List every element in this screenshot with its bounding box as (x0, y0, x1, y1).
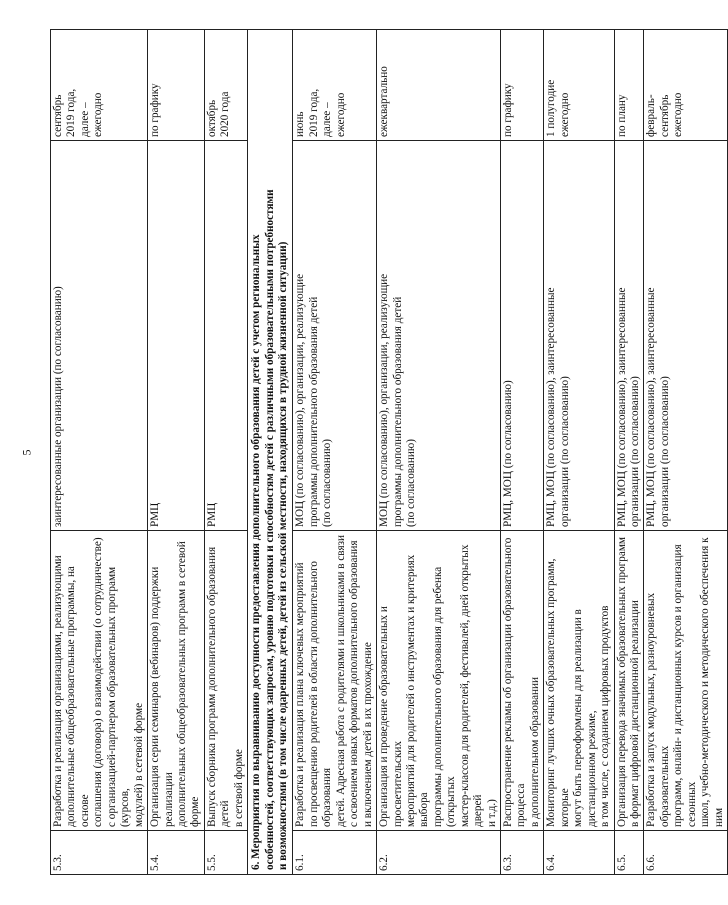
cell-line: 1 полугодие (545, 79, 558, 137)
cell-line: далее – (78, 102, 91, 137)
activity-cell (148, 531, 205, 831)
term-cell (644, 30, 728, 141)
cell-line: октябрь (205, 99, 218, 137)
cell-line: заинтересованные организации (по согласованию) (52, 286, 64, 527)
cell-line: программы дополнительного образования для ребенка (открытых (431, 566, 458, 827)
cell-line: Организация перевода значимых образовательных программ (615, 537, 628, 827)
term-cell (51, 30, 148, 141)
cell-line: сентябрь (658, 94, 671, 137)
cell-line: с освоением новых форматов дополнительного образования (348, 540, 361, 827)
executor-cell (204, 141, 247, 531)
cell-line: организации (по согласованию) (658, 376, 671, 527)
cell-line: 6. Мероприятия по выравниванию доступности предоставления дополнительного образования детей с учетом региональных (250, 234, 263, 870)
activity-cell (293, 531, 377, 831)
term-cell (614, 30, 644, 141)
cell-line: в сетевой форме (232, 749, 245, 827)
cell-line: сентябрь (52, 94, 64, 137)
term-cell (293, 30, 377, 141)
table-row (293, 30, 377, 875)
table-row (501, 30, 544, 875)
cell-line: Организация серии семинаров (вебинаров) поддержки реализации (149, 566, 175, 827)
row-number: 6.4. (544, 831, 614, 875)
cell-line: мероприятий для родителей о инструментах и критериях выбора (404, 554, 431, 827)
cell-line: 2019 года, (307, 88, 320, 137)
cell-line: в дополнительном образовании (528, 677, 541, 827)
page-number: 5 (19, 449, 34, 456)
term-cell (204, 30, 247, 141)
rotated-page (50, 30, 725, 875)
row-number: 6.1. (293, 831, 377, 875)
executor-cell (644, 141, 728, 531)
section-6-heading (248, 30, 293, 875)
cell-line: детей. Адресная работа с родителями и школьниками в связи (334, 535, 347, 827)
cell-line: ежегодно (92, 92, 105, 137)
cell-line: с организацией-партнером образовательных программ (курсов, (105, 566, 132, 827)
cell-line: МОЦ (по согласованию), организации, реализующие (294, 273, 307, 527)
cell-line: февраль- (645, 94, 658, 137)
cell-line: организации (по согласованию) (558, 376, 571, 527)
cell-line: школ, учебно-методического и методического обеспечения к ним (699, 537, 725, 827)
executor-cell (501, 141, 544, 531)
cell-line: Разработка и запуск модульных, разноуровневых образовательных (645, 592, 671, 827)
table-row (644, 30, 728, 875)
cell-line: соглашения (договора) о взаимодействии (о сотрудничестве) (92, 537, 105, 827)
cell-line: Распространение рекламы об организации образовательного процесса (502, 537, 528, 827)
table-row (51, 30, 148, 875)
executor-cell (51, 141, 148, 531)
cell-line: РМЦ, МОЦ (по согласованию), заинтересованные (615, 287, 628, 527)
cell-line: РМЦ, МОЦ (по согласованию) (502, 380, 514, 527)
cell-line: организации (по согласованию) (628, 376, 641, 527)
row-number: 6.5. (614, 831, 644, 875)
cell-line: в формат цифровой дистанционной реализации (628, 600, 641, 827)
cell-line: и т.д.) (485, 799, 498, 827)
executor-cell (377, 141, 501, 531)
cell-line: программ, онлайн- и дистанционных курсов и организация сезонных (672, 544, 698, 827)
cell-line: модулей) в сетевой форме (132, 702, 145, 827)
activity-cell (501, 531, 544, 831)
table-row (544, 30, 614, 875)
cell-line: программы дополнительного образования детей (307, 296, 320, 527)
cell-line: Разработка и реализация плана ключевых мероприятий (294, 562, 307, 827)
activities-table-body (51, 30, 728, 875)
cell-line: ежегодно (672, 92, 685, 137)
executor-cell (614, 141, 644, 531)
cell-line: РМЦ (149, 502, 162, 527)
cell-line: РМЦ, МОЦ (по согласованию), заинтересованные (645, 287, 658, 527)
activity-cell (544, 531, 614, 831)
page-content (50, 30, 725, 875)
term-cell (148, 30, 205, 141)
cell-line: по плану (615, 94, 628, 137)
cell-line: могут быть переоформлены для реализации в дистанционном режиме, (572, 609, 598, 827)
cell-line: Выпуск сборника программ дополнительного образования детей (205, 546, 232, 827)
cell-line: особенностей, соответствующих запросам, уровню подготовки и способностям детей с различными образовательными потребностями (263, 189, 276, 870)
section-heading-row (248, 30, 293, 875)
cell-line: ежегодно (334, 92, 347, 137)
executor-cell (148, 141, 205, 531)
activity-cell (51, 531, 148, 831)
cell-line: по графику (149, 83, 162, 137)
table-row (377, 30, 501, 875)
row-number: 6.2. (377, 831, 501, 875)
cell-line: МОЦ (по согласованию), организации, реализующие (378, 273, 391, 527)
cell-line: РМЦ, МОЦ (по согласованию), заинтересованные (545, 287, 558, 527)
activity-cell (614, 531, 644, 831)
table-row (204, 30, 247, 875)
cell-line: РМЦ (205, 502, 218, 527)
row-number: 5.4. (148, 831, 205, 875)
term-cell (377, 30, 501, 141)
row-number: 5.3. (51, 831, 148, 875)
cell-line: Разработка и реализация организациями, реализующими (52, 555, 64, 827)
table-row (614, 30, 644, 875)
row-number: 6.3. (501, 831, 544, 875)
cell-line: программы дополнительного образования детей (391, 296, 404, 527)
cell-line: Мониторинг лучших очных образовательных программ, которые (545, 558, 571, 827)
table-row (148, 30, 205, 875)
cell-line: 2019 года, (65, 88, 78, 137)
cell-line: (по согласованию) (404, 439, 417, 527)
activity-cell (377, 531, 501, 831)
cell-line: далее – (321, 102, 334, 137)
cell-line: июнь (294, 111, 307, 137)
cell-line: ежеквартально (378, 66, 391, 137)
executor-cell (544, 141, 614, 531)
cell-line: мастер-классов для родителей, фестивалей, дней открытых дверей (458, 544, 485, 827)
activity-cell (204, 531, 247, 831)
cell-line: (по согласованию) (321, 439, 334, 527)
cell-line: и возможностями (в том числе одаренных детей, детей из сельской местности, находящихся в трудной жизненной ситуации) (277, 241, 289, 870)
term-cell (501, 30, 544, 141)
cell-line: Организация и проведение образовательных и просветительских (378, 606, 404, 827)
activity-cell (644, 531, 728, 831)
cell-line: дополнительных общеобразовательных программ в сетевой форме (175, 541, 202, 827)
cell-line: и включением детей в их прохождение (361, 642, 374, 827)
activities-table (50, 29, 728, 875)
row-number: 6.6. (644, 831, 728, 875)
cell-line: по просвещению родителей в области дополнительного образования (307, 561, 334, 827)
executor-cell (293, 141, 377, 531)
cell-line: по графику (502, 83, 514, 137)
row-number: 5.5. (204, 831, 247, 875)
cell-line: в том числе, с созданием цифровых продуктов (599, 605, 612, 827)
term-cell (544, 30, 614, 141)
cell-line: дополнительные общеобразовательные программы, на основе (65, 566, 91, 827)
cell-line: ежегодно (558, 92, 571, 137)
cell-line: 2020 года (219, 91, 232, 137)
